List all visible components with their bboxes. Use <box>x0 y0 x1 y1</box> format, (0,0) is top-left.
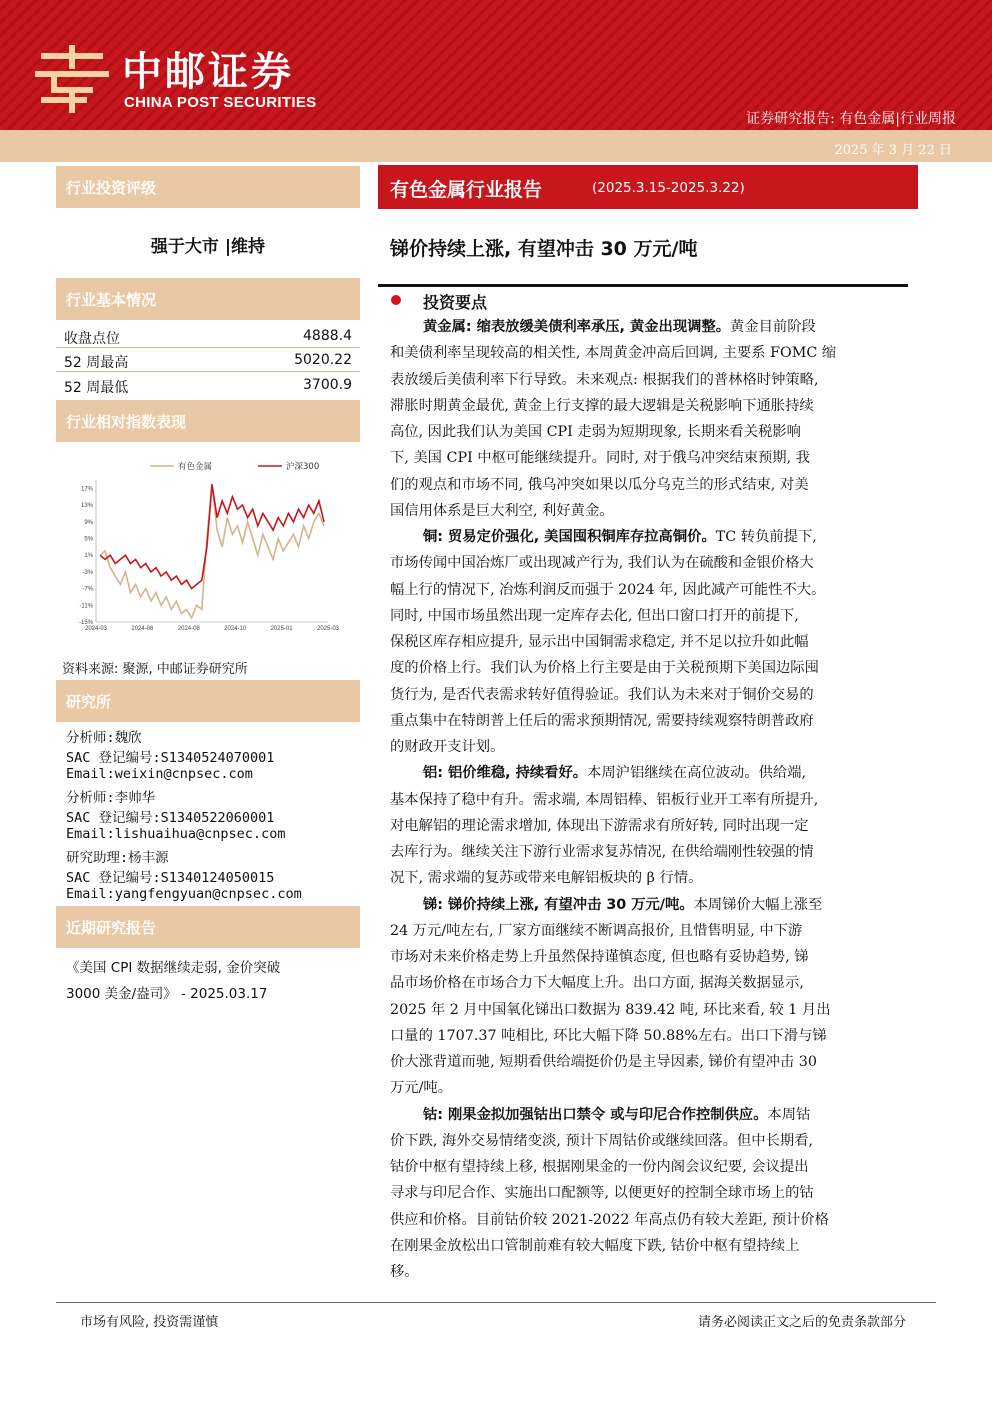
line-text: 高位, 因此我们认为美国 CPI 走弱为短期现象, 长期来看关税影响 <box>390 424 801 440</box>
paragraph-lead: 铝: 铝价维稳, 持续看好。 <box>423 765 588 782</box>
body-line <box>423 760 908 786</box>
line-text: 钴价中枢有望持续上移, 根据刚果金的一份内阁会议纪要, 会议提出 <box>390 1159 809 1175</box>
line-text: 表放缓后美债利率下行导致。未来观点: 根据我们的普林格时钟策略, <box>390 371 819 388</box>
footer-rule <box>56 1302 936 1303</box>
body-line <box>390 603 908 629</box>
series-line-1 <box>100 484 324 588</box>
line-text: 本周锑价大幅上涨至 <box>693 896 823 913</box>
recent-report-link[interactable]: 《美国 CPI 数据继续走弱, 金价突破 <box>66 960 281 976</box>
body-line <box>390 445 908 471</box>
line-text: 24 万元/吨左右, 厂家方面继续不断调高报价, 且惜售明显, 中下游 <box>390 922 803 939</box>
line-text: 对电解铝的理论需求增加, 体现出下游需求有所好转, 同时出现一定 <box>390 817 809 834</box>
body-line <box>390 629 908 655</box>
page-header <box>0 0 992 130</box>
x-tick-label: 2024-10 <box>224 626 247 632</box>
logo-chinese: 中邮证券 <box>122 49 294 95</box>
line-text: 寻求与印尼合作、实施出口配额等, 以便更好的控制全球市场上的钴 <box>390 1185 814 1202</box>
body-line <box>390 655 908 681</box>
paragraph-lead: 锑: 锑价持续上涨, 有望冲击 30 万元/吨。 <box>423 896 694 913</box>
y-tick-label: 9% <box>84 519 93 526</box>
analyst-line: SAC 登记编号:S1340124050015 <box>66 870 275 886</box>
analyst-line: 分析师:魏欣 <box>66 730 142 746</box>
analyst-line: 分析师:李帅华 <box>66 790 156 806</box>
headline-rule <box>378 284 908 287</box>
line-text: 保税区库存相应提升, 显示出中国铜需求稳定, 并不足以拉升如此幅 <box>390 634 809 650</box>
body-line <box>390 1023 908 1049</box>
line-text: 度的价格上行。我们认为价格上行主要是由于关税预期下美国边际囤 <box>390 660 819 677</box>
analyst-email[interactable]: Email:lishuaihua@cnpsec.com <box>66 826 286 842</box>
body-line <box>390 1259 908 1285</box>
report-headline: 锑价持续上涨, 有望冲击 30 万元/吨 <box>390 238 698 260</box>
line-text: 2025 年 2 月中国氧化锑出口数据为 839.42 吨, 环比来看, 较 1 月出 <box>390 1001 831 1018</box>
x-tick-label: 2024-06 <box>131 626 154 632</box>
info-row-52w-low <box>64 377 352 401</box>
analyst-line: 研究助理:杨丰源 <box>66 850 169 866</box>
line-text: 价下跌, 海外交易情绪变淡, 预计下周钴价或继续回落。但中长期看, <box>390 1132 814 1149</box>
line-text: 市场对未来价格走势上升虽然保持谨慎态度, 但也略有妥协趋势, 锑 <box>390 949 809 965</box>
analyst-email[interactable]: Email:yangfengyuan@cnpsec.com <box>66 886 302 902</box>
body-line <box>390 419 908 445</box>
footer-risk-note: 市场有风险, 投资需谨慎 <box>80 1315 219 1330</box>
body-line <box>390 865 908 891</box>
body-line <box>390 708 908 734</box>
line-text: 品市场价格在市场合力下大幅度上升。出口方面, 据海关数据显示, <box>390 975 804 992</box>
x-tick-label: 2025-01 <box>270 626 293 632</box>
info-value: 5020.22 <box>294 352 352 368</box>
logo-english: CHINA POST SECURITIES <box>124 94 317 111</box>
line-text: 供应和价格。目前钴价较 2021-2022 年高点仍有较大差距, 预计价格 <box>390 1211 829 1228</box>
line-text: 同时, 中国市场虽然出现一定库存去化, 但出口窗口打开的前提下, <box>390 607 799 624</box>
y-tick-label: -3% <box>82 569 93 576</box>
footer-disclaimer-link[interactable]: 请务必阅读正文之后的免责条款部分 <box>697 1315 906 1330</box>
recent-reports-heading: 近期研究报告 <box>56 906 360 948</box>
y-tick-label: 5% <box>84 536 93 543</box>
info-label: 52 周最低 <box>64 380 129 396</box>
line-text: 去库行为。继续关注下游行业需求复苏情况, 在供给端刚性较强的情 <box>390 844 814 860</box>
rating-heading: 行业投资评级 <box>56 166 360 208</box>
body-line <box>423 892 908 918</box>
x-tick-label: 2024-08 <box>177 626 200 632</box>
report-date: 2025 年 3 月 22 日 <box>834 143 952 158</box>
line-text: TC 转负前提下, <box>715 529 817 545</box>
line-text: 况下, 需求端的复苏或带来电解铝板块的 β 行情。 <box>390 870 703 887</box>
series-line-0 <box>100 484 324 618</box>
body-line <box>390 550 908 576</box>
body-line <box>390 1049 908 1075</box>
body-line <box>390 918 908 944</box>
report-type: 证券研究报告: 有色金属|行业周报 <box>746 111 956 127</box>
line-text: 滞胀时期黄金最优, 黄金上行支撑的最大逻辑是关税影响下通胀持续 <box>390 397 814 414</box>
body-line <box>390 1128 908 1154</box>
body-line <box>390 1180 908 1206</box>
body-line <box>390 813 908 839</box>
info-row-52w-high <box>64 352 352 376</box>
body-line <box>390 787 908 813</box>
line-text: 移。 <box>390 1264 419 1280</box>
y-tick-label: 17% <box>80 486 93 493</box>
analyst-line: SAC 登记编号:S1340522060001 <box>66 810 275 826</box>
line-text: 口量的 1707.37 吨相比, 环比大幅下降 50.88%左右。出口下滑与锑 <box>390 1027 827 1044</box>
recent-report-link[interactable]: 3000 美金/盎司》 - 2025.03.17 <box>66 986 268 1002</box>
info-value: 4888.4 <box>303 328 352 344</box>
chart-source: 资料来源: 聚源, 中邮证券研究所 <box>62 662 248 677</box>
body-line <box>390 577 908 603</box>
analyst-email[interactable]: Email:weixin@cnpsec.com <box>66 766 253 782</box>
y-tick-label: -15% <box>78 620 93 626</box>
line-text: 们的观点和市场不同, 俄乌冲突如果以瓜分乌克兰的形式结束, 对美 <box>390 476 809 493</box>
body-line <box>390 393 908 419</box>
body-line <box>390 472 908 498</box>
body-line <box>390 498 908 524</box>
y-tick-label: -7% <box>82 586 93 593</box>
info-label: 收盘点位 <box>64 331 120 347</box>
info-label: 52 周最高 <box>64 355 129 371</box>
body-line <box>390 682 908 708</box>
body-line <box>390 1233 908 1259</box>
body-line <box>423 524 908 550</box>
bullet-icon <box>391 295 401 305</box>
report-title-bar <box>378 165 918 209</box>
line-text: 本周钴 <box>767 1106 811 1123</box>
report-date-range: (2025.3.15-2025.3.22) <box>592 180 745 196</box>
body-line <box>423 1102 908 1128</box>
paragraph-lead: 铜: 贸易定价强化, 美国囤积铜库存拉高铜价。 <box>423 529 716 545</box>
line-text: 市场传闻中国冶炼厂或出现减产行为, 我们认为在硫酸和金银价格大 <box>390 555 814 572</box>
line-text: 黄金目前阶段 <box>730 319 816 335</box>
body-line <box>390 367 908 393</box>
key-points-title: 投资要点 <box>423 293 488 312</box>
report-title: 有色金属行业报告 <box>390 179 543 201</box>
info-value: 3700.9 <box>303 377 352 393</box>
body-line <box>390 944 908 970</box>
body-line <box>390 970 908 996</box>
research-heading: 研究所 <box>56 680 360 722</box>
body-line <box>390 839 908 865</box>
analyst-line: SAC 登记编号:S1340524070001 <box>66 750 275 766</box>
line-text: 重点集中在特朗普上任后的需求预期情况, 需要持续观察特朗普政府 <box>390 712 814 729</box>
y-tick-label: 1% <box>84 553 93 560</box>
x-tick-label: 2025-03 <box>316 626 340 632</box>
x-tick-label: 2024-03 <box>84 626 108 632</box>
line-text: 幅上行的情况下, 冶炼利润反而强于 2024 年, 因此减产可能性不大。 <box>390 581 826 598</box>
line-text: 万元/吨。 <box>390 1080 453 1097</box>
body-line <box>390 1154 908 1180</box>
line-text: 本周沪铝继续在高位波动。供给端, <box>587 765 807 782</box>
line-text: 基本保持了稳中有升。需求端, 本周铝棒、铝板行业开工率有所提升, <box>390 791 819 808</box>
body-line <box>390 997 908 1023</box>
industry-rating: 强于大市 |维持 <box>150 237 266 257</box>
performance-heading: 行业相对指数表现 <box>56 400 360 442</box>
body-line <box>423 314 908 340</box>
body-line <box>390 340 908 366</box>
line-text: 下, 美国 CPI 中枢可能继续提升。同时, 对于俄乌冲突结束预期, 我 <box>390 450 810 467</box>
relative-index-chart <box>70 452 350 634</box>
line-text: 国信用体系是巨大利空, 利好黄金。 <box>390 502 614 519</box>
line-text: 货行为, 是否代表需求转好值得验证。我们认为未来对于铜价交易的 <box>390 686 814 703</box>
paragraph-lead: 钴: 刚果金拟加强钴出口禁令 或与印尼合作控制供应。 <box>423 1106 768 1123</box>
china-post-logo-icon <box>34 44 110 114</box>
line-text: 和美债利率呈现较高的相关性, 本周黄金冲高后回调, 主要系 FOMC 缩 <box>390 345 837 362</box>
divider <box>56 347 360 348</box>
body-line <box>390 1207 908 1233</box>
divider <box>56 371 360 372</box>
body-line <box>390 1075 908 1101</box>
line-text: 在刚果金放松出口管制前难有较大幅度下跌, 钴价中枢有望持续上 <box>390 1237 800 1254</box>
line-text: 的财政开支计划。 <box>390 739 505 755</box>
line-text: 价大涨背道而驰, 短期看供给端挺价仍是主导因素, 锑价有望冲击 30 <box>390 1054 817 1070</box>
legend-label: 有色金属 <box>178 462 213 472</box>
y-tick-label: 13% <box>80 503 93 510</box>
y-tick-label: -11% <box>79 603 93 610</box>
basic-info-heading: 行业基本情况 <box>56 278 360 320</box>
paragraph-lead: 黄金属: 缩表放缓美债利率承压, 黄金出现调整。 <box>423 319 731 335</box>
info-row-close <box>64 328 352 352</box>
legend-label: 沪深300 <box>286 462 320 472</box>
body-line <box>390 734 908 760</box>
